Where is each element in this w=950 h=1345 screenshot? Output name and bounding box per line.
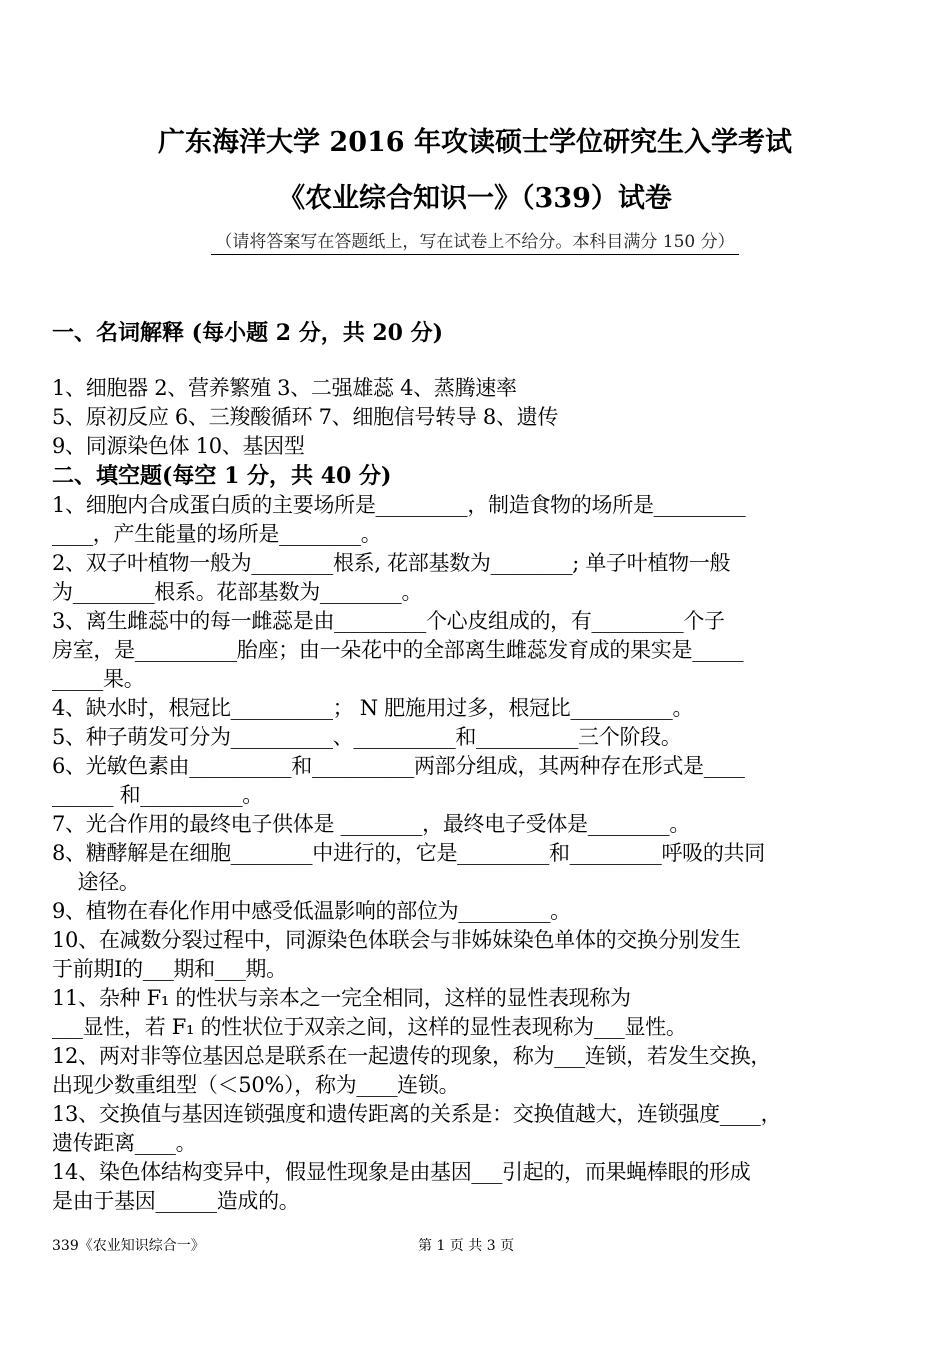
question-line: ___显性，若 F₁ 的性状位于双亲之间，这样的显性表现称为___显性。	[52, 1015, 687, 1039]
exam-subtitle: 《农业综合知识一》（339）试卷	[278, 183, 672, 214]
footer-course: 339《农业知识综合一》	[52, 1238, 205, 1254]
question-line: 为________根系。花部基数为________。	[52, 580, 423, 604]
question-line: ____，产生能量的场所是________。	[52, 522, 382, 546]
question-line: 6、光敏色素由__________和__________两部分组成，其两种存在形式是____	[52, 754, 745, 778]
question-line: 12、两对非等位基因总是联系在一起遗传的现象，称为___连锁，若发生交换，	[52, 1044, 772, 1068]
question-line: 11、杂种 F₁ 的性状与亲本之一完全相同，这样的显性表现称为	[52, 986, 631, 1010]
question-line: 9、植物在春化作用中感受低温影响的部位为_________。	[52, 899, 571, 923]
question-line: 7、光合作用的最终电子供体是 ________，最终电子受体是________。	[52, 812, 691, 836]
question-line: 13、交换值与基因连锁强度和遗传距离的关系是：交换值越大，连锁强度____，	[52, 1102, 782, 1126]
question-line: 1、细胞内合成蛋白质的主要场所是_________，制造食物的场所是_________	[52, 493, 746, 517]
instruction-text: （请将答案写在答题纸上，写在试卷上不给分。本科目满分 150 分）	[211, 232, 738, 255]
question-line: 4、缺水时，根冠比__________； N 肥施用过多，根冠比__________。	[52, 696, 694, 720]
term-line: 1、细胞器 2、营养繁殖 3、二强雄蕊 4、蒸腾速率	[52, 376, 517, 400]
question-line: 房室，是__________胎座；由一朵花中的全部离生雌蕊发育成的果实是_____	[52, 638, 744, 662]
question-line: 10、在减数分裂过程中，同源染色体联会与非姊妹染色单体的交换分别发生	[52, 928, 741, 952]
question-line: 是由于基因______造成的。	[52, 1189, 300, 1213]
exam-title: 广东海洋大学 2016 年攻读硕士学位研究生入学考试	[158, 127, 792, 158]
question-line: 3、离生雌蕊中的每一雌蕊是由_________个心皮组成的，有_________个子	[52, 609, 725, 633]
question-line: ______ 和__________。	[52, 783, 263, 807]
term-line: 9、同源染色体 10、基因型	[52, 434, 305, 458]
question-line: 出现少数重组型（＜50%），称为____连锁。	[52, 1073, 460, 1097]
footer-page-number: 第 1 页 共 3 页	[418, 1238, 515, 1254]
question-line: 于前期Ⅰ的___期和___期。	[52, 957, 287, 981]
question-line: 2、双子叶植物一般为________根系, 花部基数为________; 单子叶植物一般	[52, 551, 731, 575]
question-line: _____果。	[52, 667, 145, 691]
section2-list	[52, 491, 902, 1216]
question-line: 14、染色体结构变异中，假显性现象是由基因___引起的，而果蝇棒眼的形成	[52, 1160, 751, 1184]
question-line: 5、种子萌发可分为__________、__________和__________三个阶段。	[52, 725, 682, 749]
exam-content	[52, 318, 902, 1216]
exam-instruction	[0, 227, 950, 252]
section2-heading: 二、填空题(每空 1 分，共 40 分)	[52, 463, 392, 489]
section1-heading: 一、名词解释 (每小题 2 分，共 20 分)	[52, 320, 444, 346]
section1-list	[52, 374, 902, 461]
term-line: 5、原初反应 6、三羧酸循环 7、细胞信号转导 8、遗传	[52, 405, 559, 429]
question-line: 遗传距离____。	[52, 1131, 197, 1155]
question-line: 途径。	[52, 870, 140, 894]
question-line: 8、糖酵解是在细胞________中进行的，它是_________和_________呼吸的共同	[52, 841, 765, 865]
